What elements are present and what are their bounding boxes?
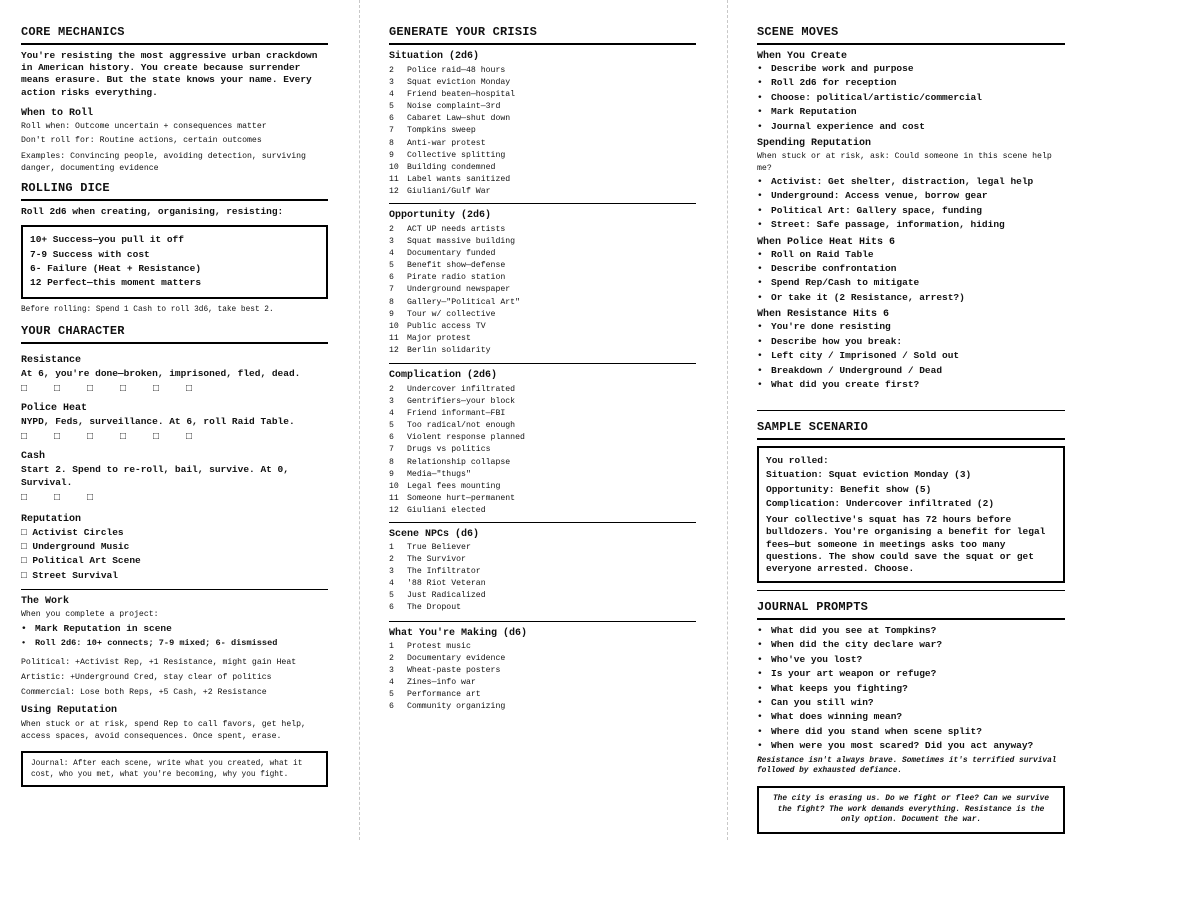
resistance-checkbox[interactable]: □ xyxy=(186,384,193,396)
using-reputation-heading: Using Reputation xyxy=(21,704,118,716)
section-rule xyxy=(389,203,696,204)
prompt-item: • When were you most scared? Did you act anyway? xyxy=(757,740,1034,752)
npcs-table xyxy=(389,529,696,615)
prompt-item: • What keeps you fighting? xyxy=(757,682,908,694)
reputation-item[interactable]: □ Underground Music xyxy=(21,541,130,553)
npcs-heading: Scene NPCs (d6) xyxy=(389,529,480,540)
work-bullet: • Mark Reputation in scene xyxy=(21,623,172,634)
move-bullet: • Journal experience and cost xyxy=(757,120,925,132)
move-bullet: • Spend Rep/Cash to mitigate xyxy=(757,277,920,289)
rolled-line: You rolled: xyxy=(766,455,829,466)
table-row: 9 Tour w/ collective xyxy=(389,309,496,319)
move-bullet: • Describe how you break: xyxy=(757,335,903,347)
journal-prompts-section xyxy=(757,600,1065,777)
resistance-track xyxy=(21,385,328,395)
work-option: Commercial: Lose both Reps, +5 Cash, +2 Resistance xyxy=(21,687,267,697)
rolling-dice-heading: ROLLING DICE xyxy=(21,181,328,201)
sample-scenario-heading: SAMPLE SCENARIO xyxy=(757,420,1065,440)
table-row: 3 Squat massive building xyxy=(389,237,516,247)
prompt-item: • Is your art weapon or refuge? xyxy=(757,668,937,680)
table-row: 10 Legal fees mounting xyxy=(389,481,501,491)
core-mechanics-section xyxy=(21,25,328,175)
note-line: followed by exhausted defiance. xyxy=(757,767,903,776)
move-bullet: • Choose: political/artistic/commercial xyxy=(757,91,982,103)
story-line: bulldozers. You're organising a benefit for legal xyxy=(766,526,1046,538)
cash-text-line: Start 2. Spend to re-roll, bail, survive. At 0, xyxy=(21,464,289,476)
intro-line: in American history. You create because surrender xyxy=(21,62,301,74)
police-heat-heading: Police Heat xyxy=(21,403,88,415)
move-bullet: • Activist: Get shelter, distraction, legal help xyxy=(757,176,1034,188)
table-row: 3 Gentrifiers—your block xyxy=(389,397,516,407)
table-row: 7 Underground newspaper xyxy=(389,285,511,295)
table-row: 8 Gallery—"Political Art" xyxy=(389,297,521,307)
table-row: 10 Building condemned xyxy=(389,162,496,172)
resistance-checkbox[interactable]: □ xyxy=(87,384,94,396)
the-work-heading: The Work xyxy=(21,596,70,607)
table-row: 1 True Believer xyxy=(389,543,471,552)
move-bullet: • Roll 2d6 for reception xyxy=(757,77,897,89)
resistance-checkbox[interactable]: □ xyxy=(54,384,61,396)
table-row: 6 Community organizing xyxy=(389,702,506,712)
rolled-line: Situation: Squat eviction Monday (3) xyxy=(766,469,972,481)
the-work-section xyxy=(21,596,328,743)
table-row: 8 Relationship collapse xyxy=(389,457,511,467)
prompt-item: • What does winning mean? xyxy=(757,711,903,723)
when-to-roll-text xyxy=(21,120,328,175)
section-rule xyxy=(757,590,1065,591)
work-option: Artistic: +Underground Cred, stay clear of politics xyxy=(21,672,272,682)
move-bullet: • Underground: Access venue, borrow gear xyxy=(757,190,988,202)
making-table xyxy=(389,628,696,714)
prompt-item: • Where did you stand when scene split? xyxy=(757,725,982,737)
table-row: 6 Pirate radio station xyxy=(389,273,506,283)
resistance-note xyxy=(757,756,1065,777)
table-row: 6 Cabaret Law—shut down xyxy=(389,114,511,124)
result-line: 7-9 Success with cost xyxy=(30,248,150,260)
rolled-line: Complication: Undercover infiltrated (2) xyxy=(766,497,995,509)
table-row: 5 Performance art xyxy=(389,690,481,700)
prompt-item: • What did you see at Tompkins? xyxy=(757,625,937,636)
section-rule xyxy=(389,522,696,523)
rule-line: Examples: Convincing people, avoiding detection, surviving xyxy=(21,151,306,161)
table-row: 3 Squat eviction Monday xyxy=(389,78,511,88)
table-row: 4 '88 Riot Veteran xyxy=(389,579,486,589)
table-row: 6 Violent response planned xyxy=(389,433,525,443)
table-row: 12 Berlin solidarity xyxy=(389,345,491,355)
resistance-heading: Resistance xyxy=(21,355,82,366)
table-row: 8 Anti-war protest xyxy=(389,138,486,148)
reputation-item[interactable]: □ Street Survival xyxy=(21,569,118,581)
table-row: 9 Collective splitting xyxy=(389,150,506,160)
your-character-section xyxy=(21,324,328,583)
journal-prompts-heading: JOURNAL PROMPTS xyxy=(757,600,1065,620)
spending-reputation-heading: Spending Reputation xyxy=(757,138,872,150)
move-bullet: • Breakdown / Underground / Dead xyxy=(757,364,943,376)
section-rule xyxy=(757,410,1065,411)
table-row: 1 Protest music xyxy=(389,642,471,651)
before-rolling-note: Before rolling: Spend 1 Cash to roll 3d6, take best 2. xyxy=(21,306,274,315)
rule-line: Roll when: Outcome uncertain + consequences matter xyxy=(21,121,267,131)
table-row: 5 Benefit show—defense xyxy=(389,261,506,271)
table-row: 4 Documentary funded xyxy=(389,249,496,259)
opportunity-heading: Opportunity (2d6) xyxy=(389,210,492,221)
making-heading: What You're Making (d6) xyxy=(389,628,528,639)
table-row: 7 Tompkins sweep xyxy=(389,126,476,136)
dice-intro: Roll 2d6 when creating, organising, resisting: xyxy=(21,206,284,217)
story-line: fees—but someone in meetings asks too many xyxy=(766,538,1006,550)
heat-checkbox[interactable]: □ xyxy=(54,432,61,444)
prompt-item: • When did the city declare war? xyxy=(757,639,943,651)
table-row: 7 Drugs vs politics xyxy=(389,445,491,455)
table-row: 2 Undercover infiltrated xyxy=(389,385,516,394)
scene-moves-heading: SCENE MOVES xyxy=(757,25,1065,45)
police-heat-move-heading: When Police Heat Hits 6 xyxy=(757,236,896,248)
intro-line: You're resisting the most aggressive urban crackdown xyxy=(21,50,318,61)
table-row: 2 The Survivor xyxy=(389,555,466,565)
journal-box xyxy=(21,751,328,787)
sample-scenario-section xyxy=(757,420,1065,583)
heat-checkbox[interactable]: □ xyxy=(21,432,28,444)
core-intro xyxy=(21,50,328,99)
move-bullet: • Left city / Imprisoned / Sold out xyxy=(757,350,960,362)
generate-crisis-heading: GENERATE YOUR CRISIS xyxy=(389,25,696,45)
work-option: Political: +Activist Rep, +1 Resistance, might gain Heat xyxy=(21,657,297,667)
resistance-text: At 6, you're done—broken, imprisoned, fled, dead. xyxy=(21,368,301,379)
complication-table xyxy=(389,370,696,517)
table-row: 4 Friend beaten—hospital xyxy=(389,90,516,100)
when-to-roll-heading: When to Roll xyxy=(21,107,94,119)
scene-moves-section xyxy=(757,25,1065,392)
table-row: 12 Giuliani/Gulf War xyxy=(389,186,491,196)
table-row: 6 The Dropout xyxy=(389,603,462,613)
move-bullet: • Political Art: Gallery space, funding xyxy=(757,204,982,216)
the-work-intro: When you complete a project: xyxy=(21,610,159,619)
prompts-list xyxy=(757,624,1065,754)
heat-checkbox[interactable]: □ xyxy=(120,432,127,444)
move-bullet: • You're done resisting xyxy=(757,321,891,333)
journal-line: cost, who you met, what you're becoming, why you fight. xyxy=(31,770,289,779)
using-reputation-line: When stuck or at risk, spend Rep to call favors, get help, xyxy=(21,719,306,729)
column-divider xyxy=(359,0,360,840)
heat-checkbox[interactable]: □ xyxy=(186,432,193,444)
generate-crisis-section xyxy=(389,25,696,45)
story-line: questions. The show could save the squat or get xyxy=(766,550,1034,562)
work-bullet: • Roll 2d6: 10+ connects; 7-9 mixed; 6- dismissed xyxy=(21,638,278,649)
results-box xyxy=(21,225,328,299)
table-row: 11 Major protest xyxy=(389,333,471,343)
table-row: 12 Giuliani elected xyxy=(389,505,486,515)
table-row: 3 The Infiltrator xyxy=(389,567,481,577)
cash-checkbox[interactable]: □ xyxy=(21,492,28,504)
heat-checkbox[interactable]: □ xyxy=(87,432,94,444)
table-row: 3 Wheat-paste posters xyxy=(389,666,501,676)
closing-line: The city is erasing us. Do we fight or flee? Can we survive xyxy=(772,795,1050,803)
section-rule xyxy=(21,589,328,590)
complication-heading: Complication (2d6) xyxy=(389,370,498,381)
section-rule xyxy=(389,621,696,622)
reputation-item[interactable]: □ Political Art Scene xyxy=(21,555,141,567)
reputation-heading: Reputation xyxy=(21,513,82,525)
result-line: 10+ Success—you pull it off xyxy=(30,234,184,246)
reputation-list xyxy=(21,526,328,583)
table-row: 2 ACT UP needs artists xyxy=(389,225,506,234)
prompt-item: • Can you still win? xyxy=(757,697,874,709)
rolled-line: Opportunity: Benefit show (5) xyxy=(766,483,932,495)
move-bullet: • Or take it (2 Resistance, arrest?) xyxy=(757,291,965,303)
result-line: 12 Perfect—this moment matters xyxy=(30,277,202,289)
table-row: 2 Police raid—48 hours xyxy=(389,66,506,75)
resistance-checkbox[interactable]: □ xyxy=(120,384,127,396)
rule-line: danger, documenting evidence xyxy=(21,163,159,173)
heat-checkbox[interactable]: □ xyxy=(153,432,160,444)
closing-box xyxy=(757,786,1065,834)
column-divider xyxy=(727,0,728,840)
heat-track xyxy=(21,433,328,443)
prompt-item: • Who've you lost? xyxy=(757,653,863,665)
cash-checkbox[interactable]: □ xyxy=(54,492,61,504)
cash-track xyxy=(21,494,328,504)
table-row: 10 Public access TV xyxy=(389,321,486,331)
your-character-heading: YOUR CHARACTER xyxy=(21,324,328,344)
using-reputation-line: access spaces, avoid consequences. Once spent, erase. xyxy=(21,731,282,741)
table-row: 5 Noise complaint—3rd xyxy=(389,102,501,112)
situation-heading: Situation (2d6) xyxy=(389,51,480,62)
closing-line: only option. Document the war. xyxy=(840,816,982,824)
situation-table xyxy=(389,51,696,198)
cash-text-line: Survival. xyxy=(21,476,73,488)
table-row: 5 Just Radicalized xyxy=(389,591,486,601)
table-row: 4 Zines—info war xyxy=(389,678,476,688)
move-bullet: • Roll on Raid Table xyxy=(757,248,874,260)
move-bullet: • What did you create first? xyxy=(757,378,920,390)
cash-checkbox[interactable]: □ xyxy=(87,492,94,504)
move-bullet: • Mark Reputation xyxy=(757,106,857,118)
core-mechanics-heading: CORE MECHANICS xyxy=(21,25,328,45)
table-row: 11 Someone hurt—permanent xyxy=(389,493,516,503)
result-line: 6- Failure (Heat + Resistance) xyxy=(30,262,202,274)
table-row: 2 Documentary evidence xyxy=(389,654,506,664)
table-row: 4 Friend informant—FBI xyxy=(389,409,506,419)
story-line: Your collective's squat has 72 hours before xyxy=(766,514,1012,526)
intro-line: means erasure. But the state knows your name. Every xyxy=(21,74,312,86)
cash-heading: Cash xyxy=(21,451,46,463)
opportunity-table xyxy=(389,210,696,357)
table-row: 5 Too radical/not enough xyxy=(389,421,516,431)
journal-line: Journal: After each scene, write what you created, what it xyxy=(31,760,303,768)
note-line: Resistance isn't always brave. Sometimes it's terrified survival xyxy=(757,756,1057,765)
move-bullet: • Street: Safe passage, information, hiding xyxy=(757,219,1005,231)
scenario-story xyxy=(766,514,1056,575)
move-bullet: • Describe confrontation xyxy=(757,263,897,275)
scenario-box xyxy=(757,446,1065,583)
resistance-checkbox[interactable]: □ xyxy=(153,384,160,396)
spending-intro-line: me? xyxy=(757,164,772,174)
closing-line: the fight? The work demands everything. Resistance is the xyxy=(777,805,1045,814)
table-row: 9 Media—"thugs" xyxy=(389,469,471,479)
when-you-create-heading: When You Create xyxy=(757,51,848,62)
section-rule xyxy=(389,363,696,364)
story-line: everyone arrested. Choose. xyxy=(766,563,915,574)
table-row: 11 Label wants sanitized xyxy=(389,174,511,184)
intro-line: action risks everything. xyxy=(21,86,158,98)
spending-intro-line: When stuck or at risk, ask: Could someone in this scene help xyxy=(757,152,1052,162)
police-heat-text: NYPD, Feds, surveillance. At 6, roll Raid Table. xyxy=(21,416,295,428)
move-bullet: • Describe work and purpose xyxy=(757,63,914,74)
rolling-dice-section xyxy=(21,181,328,316)
reputation-item[interactable]: □ Activist Circles xyxy=(21,526,124,538)
resistance-move-heading: When Resistance Hits 6 xyxy=(757,309,890,321)
rule-line: Don't roll for: Routine actions, certain outcomes xyxy=(21,136,262,146)
resistance-checkbox[interactable]: □ xyxy=(21,384,28,396)
